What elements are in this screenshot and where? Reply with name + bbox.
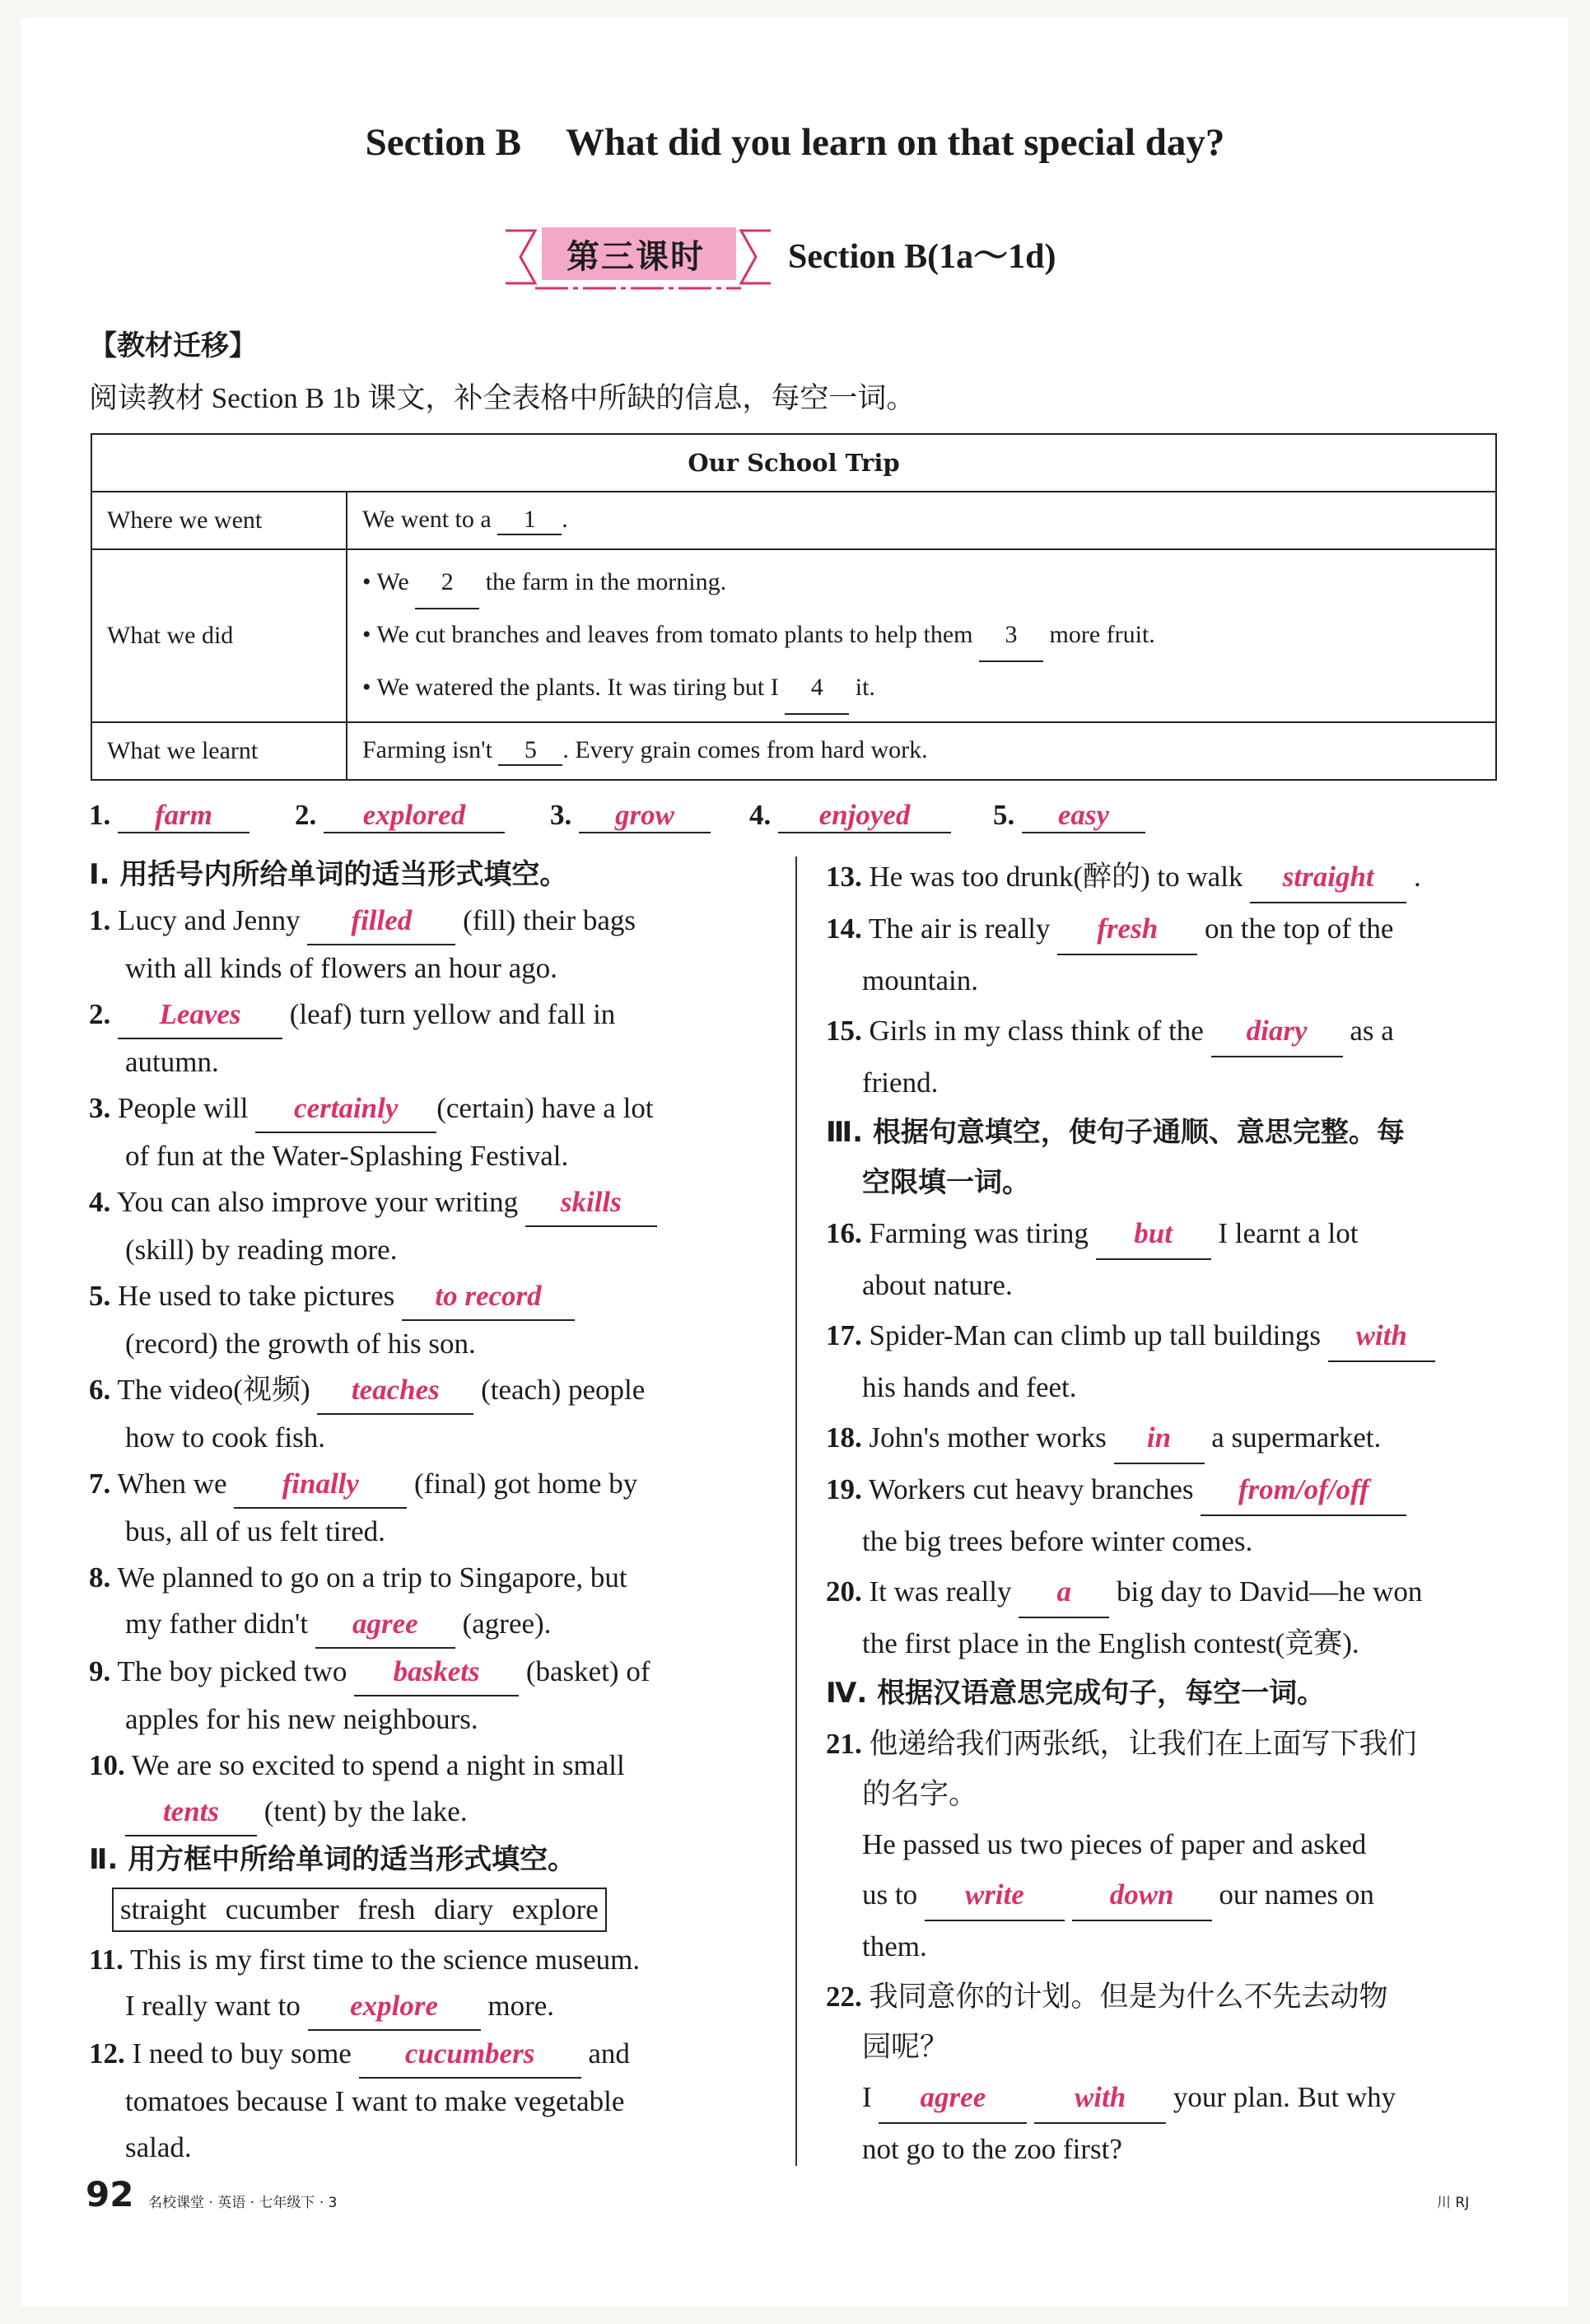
list-item: • We 2 the farm in the morning. [362,557,1480,609]
footer-right: 川 RJ [1437,2195,1470,2211]
question-12: 12. I need to buy some cucumbers and [89,2031,764,2079]
question-4: 4. You can also improve your writing skills [89,1179,764,1227]
question-11: 11. This is my first time to the science museum. [89,1944,641,1976]
question-17: 17. Spider-Man can climb up tall buildings with [826,1310,1501,1362]
footer-left: 名校课堂 · 英语 · 七年级下 · 3 [148,2195,338,2211]
transfer-tag: 【教材迁移】 [89,329,257,362]
question-7: 7. When we finally (final) got home by [89,1461,764,1509]
question-1: 1. Lucy and Jenny filled (fill) their bags [89,898,764,945]
table-label: Where we went [91,492,347,549]
question-9: 9. The boy picked two baskets (basket) of [89,1649,764,1696]
lesson-subtitle: Section B(1a～1d) [788,238,1056,276]
column-divider [795,856,797,2166]
question-13: 13. He was too drunk(醉的) to walk straight . [826,852,1501,903]
question-19: 19. Workers cut heavy branches from/of/off [826,1464,1501,1516]
answer-item: 5. easy [993,799,1145,833]
question-20: 20. It was really a big day to David—he won [826,1566,1501,1618]
school-trip-table [91,433,1497,781]
table-row [91,434,1496,492]
section-4-title: Ⅳ. 根据汉语意思完成句子，每空一词。 [826,1677,1326,1710]
right-column: 13. He was too drunk(醉的) to walk straight . 14. The air is really fresh on the top of the mountain. 15. Girls in my class think of the diary as a friend. Ⅲ. 根据句意填空，使句子通顺、意思完整。每 空限填一词。 16. Farming was tiring but I learnt a lot about nature. 17. Spider-Man can climb up tall buildings with his hands and feet. 18. John's mother works in a supermarket. 19. Workers cut heavy branches from/of/off the big trees before winter comes. 20. It was really a big day to David—he won the first place in the English contest(竞赛). Ⅳ. 根据汉语意思完成句子，每空一词。 21. 他递给我们两张纸，让我们在上面写下我们 的名字。 He passed us two pieces of paper and asked us to write down our names on them. 22. 我同意你的计划。但是为什么不先去动物 园呢？ I agree with your plan. But why not go to the zoo first? [826,852,1501,2174]
table-label: What we did [91,549,347,722]
title-question: What did you learn on that special day? [565,121,1225,164]
left-column: Ⅰ. 用括号内所给单词的适当形式填空。 1. Lucy and Jenny filled (fill) their bags with all kinds of flowers an hour ago. 2. Leaves (leaf) turn yellow and fall in autumn. 3. People will certainly (certain) have a lot of fun at the Water-Splashing Festival. 4. You can also improve your writing skills (skill) by reading more. 5. He used to take pictures to record (record) the growth of his son. 6. The video(视频) teaches (teach) people how to cook fish. 7. When we finally (final) got home by bus, all of us felt tired. 8. We planned to go on a trip to Singapore, but my father didn't agree (agree). 9. The boy picked two baskets (basket) of apples for his new neighbours. 10. We are so excited to spend a night in small tents (tent) by the lake. Ⅱ. 用方框中所给单词的适当形式填空。 straight cucumber fresh diary explore 11. This is my first time to the science museum. I really want to explore more. 12. I need to buy some cucumbers and tomatoes because I want to make vegetable salad. [89,852,764,2171]
table-cell [347,549,1496,722]
question-2: 2. Leaves (leaf) turn yellow and fall in [89,992,764,1039]
question-14: 14. The air is really fresh on the top of the [826,903,1501,955]
list-item: • We watered the plants. It was tiring but I 4 it. [362,662,1480,715]
lesson-label: 第三课时 [567,238,705,276]
answer-item: 1. farm [89,799,249,833]
table-row [91,492,1496,549]
question-15: 15. Girls in my class think of the diary as a [826,1006,1501,1057]
question-10: 10. We are so excited to spend a night in small [89,1749,625,1781]
word-box: straight cucumber fresh diary explore [112,1888,607,1932]
title-section: Section B [365,121,521,164]
question-8: 8. We planned to go on a trip to Singapore, but [89,1561,627,1594]
question-21: 21. 他递给我们两张纸，让我们在上面写下我们 [826,1728,1417,1760]
table-row [91,722,1496,780]
table-title: Our School Trip [91,434,1496,492]
answer-item: 2. explored [295,799,505,833]
section-2-title: Ⅱ. 用方框中所给单词的适当形式填空。 [89,1843,576,1876]
table-row [91,549,1496,722]
question-3: 3. People will certainly (certain) have a lot [89,1085,764,1133]
answer-item: 3. grow [550,799,711,833]
question-22: 22. 我同意你的计划。但是为什么不先去动物 [826,1981,1388,2013]
lesson-banner [502,224,774,292]
page-number: 92 [86,2174,134,2214]
table-cell: We went to a 1 . [347,492,1496,549]
section-3-title: Ⅲ. 根据句意填空，使句子通顺、意思完整。每 [826,1116,1405,1149]
question-6: 6. The video(视频) teaches (teach) people [89,1367,764,1415]
question-5: 5. He used to take pictures to record [89,1273,764,1321]
table-label: What we learnt [91,722,347,780]
transfer-intro: 阅读教材 Section B 1b 课文，补全表格中所缺的信息，每空一词。 [89,382,916,414]
question-18: 18. John's mother works in a supermarket. [826,1412,1501,1464]
question-16: 16. Farming was tiring but I learnt a lot [826,1208,1501,1260]
list-item: • We cut branches and leaves from tomato plants to help them 3 more fruit. [362,609,1480,662]
table-cell: Farming isn't 5 . Every grain comes from hard work. [347,722,1496,780]
blank-marker: 1 [497,506,562,535]
section-1-title: Ⅰ. 用括号内所给单词的适当形式填空。 [89,858,568,891]
page-title [0,120,1590,165]
answer-item: 4. enjoyed [749,799,951,833]
